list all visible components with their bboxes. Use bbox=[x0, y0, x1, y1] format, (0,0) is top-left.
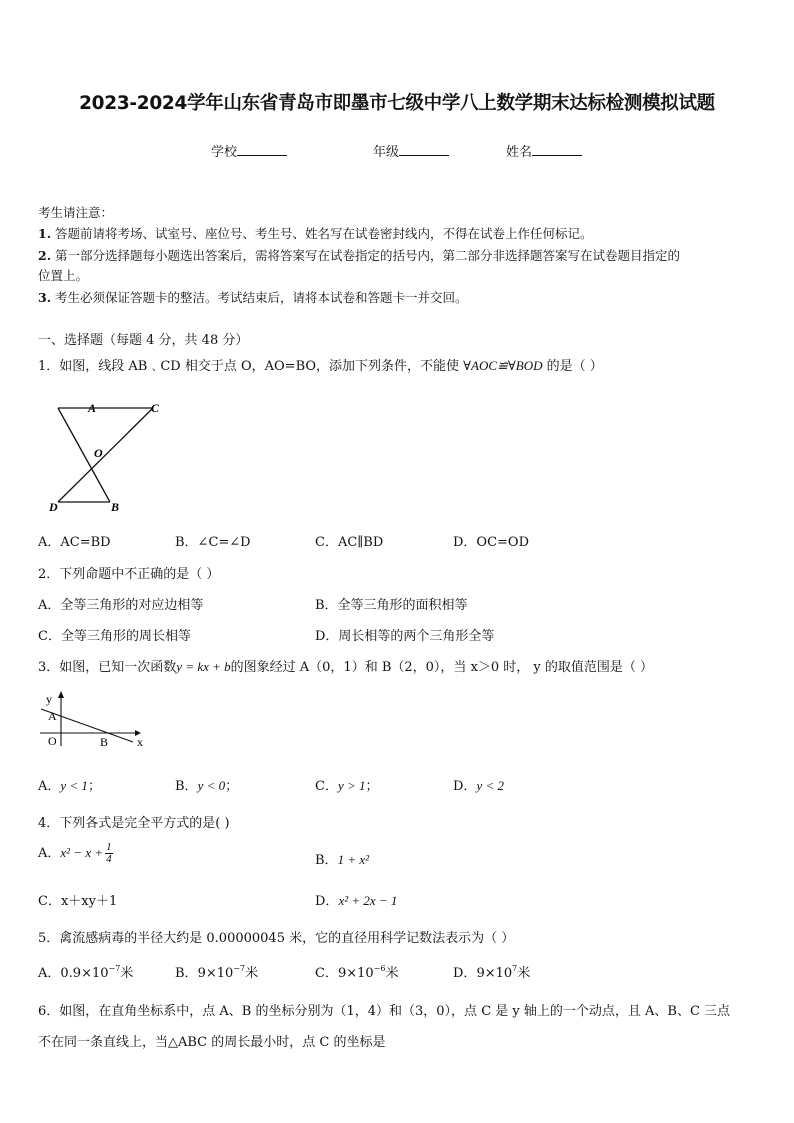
q2-option-a[interactable]: A．全等三角形的对应边相等 bbox=[38, 598, 204, 613]
q1-figure bbox=[40, 395, 170, 520]
option-unit: 米 bbox=[385, 966, 399, 981]
option-label: D． bbox=[315, 894, 339, 909]
notice-item-2 bbox=[38, 246, 680, 264]
q3-label-x: x bbox=[137, 735, 143, 749]
question-5-stem: 5．禽流感病毒的半径大约是 0.00000045 米，它的直径用科学记数法表示为（ ） bbox=[38, 931, 515, 946]
school-field[interactable] bbox=[211, 141, 287, 160]
option-math: x² − x + bbox=[60, 845, 104, 860]
option-tail: ； bbox=[225, 779, 239, 794]
fraction-denominator: 4 bbox=[106, 853, 112, 865]
school-blank[interactable] bbox=[237, 143, 287, 156]
grade-field[interactable] bbox=[373, 141, 449, 160]
option-label: A． bbox=[38, 966, 61, 981]
question-2-stem: 2．下列命题中不正确的是（ ） bbox=[38, 567, 220, 582]
option-exponent: −7 bbox=[233, 964, 246, 973]
q1-text: 1．如图，线段 AB﹑CD 相交于点 O，AO=BO，添加下列条件，不能使 bbox=[38, 359, 460, 374]
notice-item-1 bbox=[38, 224, 593, 242]
grade-blank[interactable] bbox=[399, 143, 449, 156]
q5-option-d[interactable] bbox=[453, 962, 530, 981]
q1-label-A: A bbox=[88, 401, 97, 415]
q1-option-d[interactable]: D．OC=OD bbox=[453, 535, 530, 550]
q2-option-d[interactable]: D．周长相等的两个三角形全等 bbox=[315, 629, 495, 644]
option-label: C． bbox=[315, 966, 338, 981]
question-1-stem bbox=[38, 355, 603, 374]
q3-option-d[interactable] bbox=[453, 775, 504, 794]
school-label: 学校 bbox=[211, 145, 238, 160]
section-heading: 一、选择题（每题 4 分，共 48 分） bbox=[38, 333, 249, 348]
q1-text-tail: 的是（ ） bbox=[546, 359, 603, 374]
notice-num: 1. bbox=[38, 226, 52, 241]
q5-option-a[interactable] bbox=[38, 962, 133, 981]
q1-label-B: B bbox=[111, 500, 120, 514]
q4-option-d[interactable] bbox=[315, 890, 397, 909]
q1-label-C: C bbox=[151, 401, 160, 415]
fraction bbox=[105, 842, 113, 865]
option-label: B． bbox=[175, 779, 198, 794]
question-6-stem-line-1: 6．如图，在直角坐标系中，点 A、B 的坐标分别为（1，4）和（3，0），点 C 是 y 轴上的一个动点，且 A、B、C 三点 bbox=[38, 1004, 731, 1019]
q3-text: 3．如图，已知一次函数 bbox=[38, 660, 177, 675]
q3-label-y: y bbox=[46, 692, 52, 706]
option-math: 1 + x² bbox=[337, 852, 370, 867]
question-6-stem-line-2: 不在同一条直线上，当△ABC 的周长最小时，点 C 的坐标是 bbox=[38, 1035, 386, 1050]
option-unit: 米 bbox=[245, 966, 259, 981]
q1-math: ∀AOC≌∀BOD bbox=[463, 358, 543, 373]
option-base: 0.9×10 bbox=[60, 966, 109, 981]
name-label: 姓名 bbox=[506, 145, 533, 160]
q3-figure bbox=[38, 688, 158, 752]
option-unit: 米 bbox=[517, 966, 531, 981]
notice-heading: 考生请注意： bbox=[38, 205, 114, 220]
q5-option-c[interactable] bbox=[315, 962, 398, 981]
question-3-stem bbox=[38, 656, 653, 675]
q1-label-D: D bbox=[49, 500, 58, 514]
q3-label-O: O bbox=[48, 734, 57, 748]
option-label: B． bbox=[175, 966, 198, 981]
option-math: y > 1 bbox=[337, 778, 366, 793]
q3-label-B: B bbox=[100, 735, 109, 749]
option-base: 9×10 bbox=[476, 966, 513, 981]
notice-text: 答题前请将考场、试室号、座位号、考生号、姓名写在试卷密封线内，不得在试卷上作任何标记。 bbox=[55, 226, 593, 241]
option-math: y < 1 bbox=[60, 778, 88, 793]
notice-num: 2. bbox=[38, 248, 52, 263]
option-math: y < 0 bbox=[197, 778, 226, 793]
option-exponent: 7 bbox=[512, 964, 518, 973]
q3-math: y = kx + b bbox=[176, 659, 231, 674]
option-exponent: −7 bbox=[108, 964, 121, 973]
q3-option-b[interactable] bbox=[175, 775, 238, 794]
q3-option-a[interactable] bbox=[38, 775, 101, 794]
notice-num: 3. bbox=[38, 290, 52, 305]
q4-option-b[interactable] bbox=[315, 849, 369, 868]
q2-option-c[interactable]: C．全等三角形的周长相等 bbox=[38, 629, 191, 644]
option-label: B． bbox=[315, 853, 338, 868]
option-exponent: −6 bbox=[373, 964, 386, 973]
q3-label-A: A bbox=[48, 709, 57, 723]
q1-label-O: O bbox=[94, 446, 103, 460]
option-label: A． bbox=[38, 846, 61, 861]
q4-option-a[interactable] bbox=[38, 842, 113, 865]
q1-option-b[interactable]: B．∠C=∠D bbox=[175, 535, 251, 550]
q2-option-b[interactable]: B．全等三角形的面积相等 bbox=[315, 598, 468, 613]
option-tail: ； bbox=[365, 779, 379, 794]
option-base: 9×10 bbox=[197, 966, 234, 981]
q5-option-b[interactable] bbox=[175, 962, 258, 981]
notice-item-2-cont: 位置上。 bbox=[38, 268, 89, 283]
q4-option-c[interactable]: C．x＋xy＋1 bbox=[38, 894, 118, 909]
notice-text: 第一部分选择题每小题选出答案后，需将答案写在试卷指定的括号内，第二部分非选择题答案写在试卷题目指定的 bbox=[55, 248, 681, 263]
option-math: y < 2 bbox=[476, 778, 504, 793]
notice-item-3 bbox=[38, 288, 468, 306]
option-label: D． bbox=[453, 779, 477, 794]
q3-option-c[interactable] bbox=[315, 775, 379, 794]
notice-text: 考生必须保证答题卡的整洁。考试结束后，请将本试卷和答题卡一并交回。 bbox=[55, 290, 468, 305]
name-field[interactable] bbox=[506, 141, 582, 160]
option-label: C． bbox=[315, 779, 338, 794]
option-unit: 米 bbox=[120, 966, 134, 981]
page-title: 2023-2024学年山东省青岛市即墨市七级中学八上数学期末达标检测模拟试题 bbox=[79, 93, 715, 114]
grade-label: 年级 bbox=[373, 145, 400, 160]
q1-option-c[interactable]: C．AC∥BD bbox=[315, 535, 384, 550]
option-tail: ； bbox=[87, 779, 101, 794]
option-base: 9×10 bbox=[337, 966, 374, 981]
fraction-numerator: 1 bbox=[106, 841, 112, 853]
option-label: D． bbox=[453, 966, 477, 981]
question-4-stem: 4．下列各式是完全平方式的是( ) bbox=[38, 816, 230, 831]
option-math: x² + 2x − 1 bbox=[338, 893, 398, 908]
name-blank[interactable] bbox=[532, 143, 582, 156]
q1-option-a[interactable]: A．AC=BD bbox=[38, 535, 111, 550]
option-label: A． bbox=[38, 779, 61, 794]
q3-text-tail: 的图象经过 A（0，1）和 B（2，0），当 x＞0 时， y 的取值范围是（ ） bbox=[230, 660, 654, 675]
